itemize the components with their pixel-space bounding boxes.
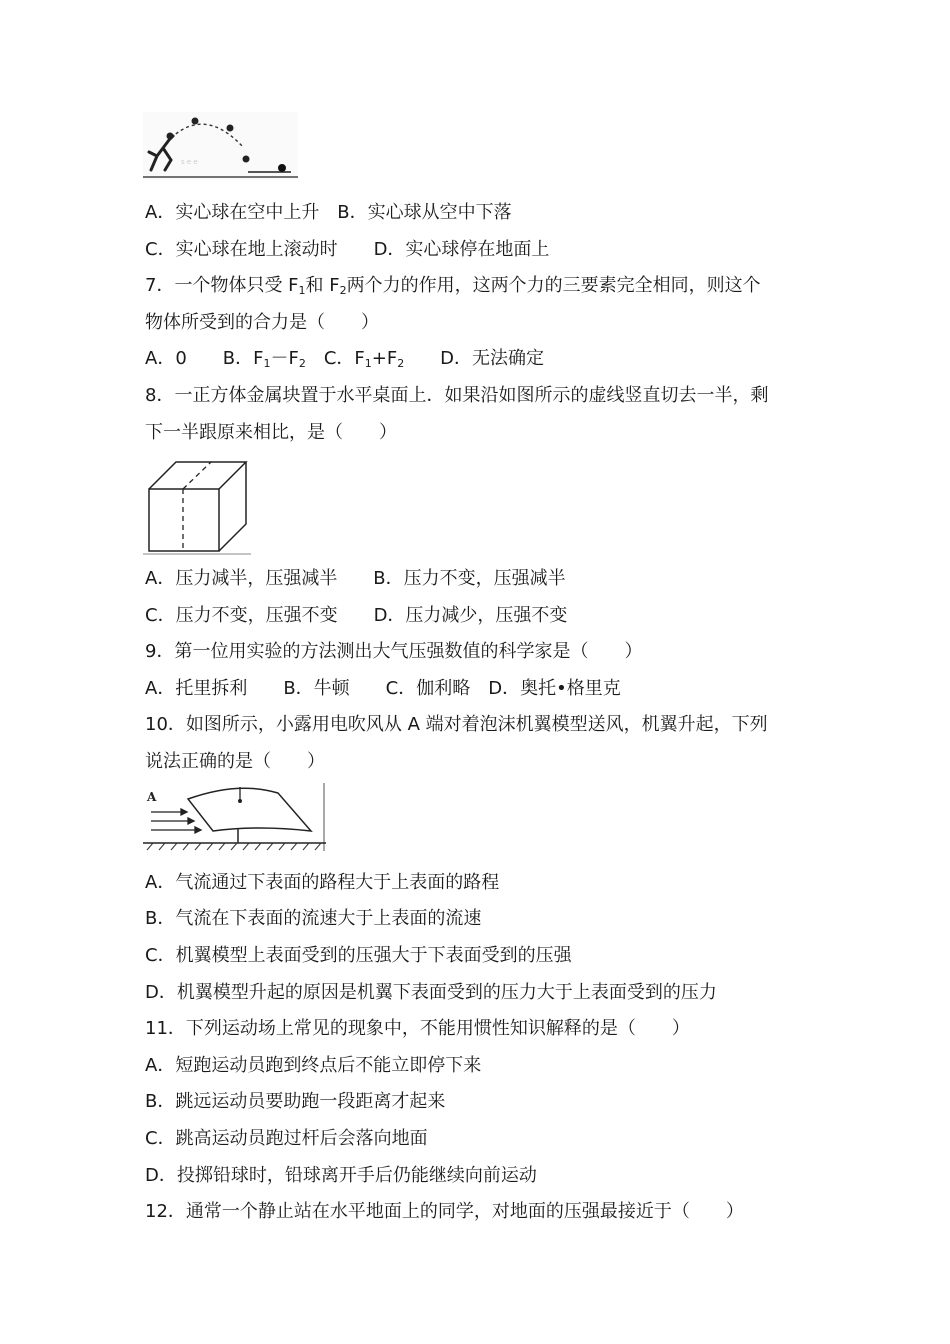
q8-option-row-2: C．压力不变，压强不变 D．压力减少，压强不变 — [145, 605, 568, 626]
q10-option-b: B．气流在下表面的流速大于上表面的流速 — [145, 908, 482, 929]
q10-option-d: D．机翼模型升起的原因是机翼下表面受到的压力大于上表面受到的压力 — [145, 982, 717, 1003]
q10-stem-line-2: 说法正确的是（ ） — [145, 751, 325, 772]
q8-stem-line-1: 8．一正方体金属块置于水平桌面上．如果沿如图所示的虚线竖直切去一半，剩 — [145, 385, 769, 406]
q9-stem: 9．第一位用实验的方法测出大气压强数值的科学家是（ ） — [145, 641, 643, 662]
q11-option-c: C．跳高运动员跑过杆后会落向地面 — [145, 1128, 428, 1149]
q7-stem-line-2: 物体所受到的合力是（ ） — [145, 312, 379, 333]
svg-text:s e e: s e e — [181, 158, 198, 166]
q7-stem-line-1: 7．一个物体只受 $F_1$和 $F_2$两个力的作用，这两个力的三要素完全相同，则这个 — [145, 275, 761, 297]
wing-end-label: A — [147, 790, 157, 804]
q8-stem-line-2: 下一半跟原来相比，是（ ） — [145, 422, 397, 443]
q7-options: A．0 B．$F_1-F_2$ C．$F_1+F_2$ D．无法确定 — [145, 348, 545, 370]
q10-option-c: C．机翼模型上表面受到的压强大于下表面受到的压强 — [145, 945, 572, 966]
q11-option-a: A．短跑运动员跑到终点后不能立即停下来 — [145, 1055, 482, 1076]
q9-options: A．托里拆利 B．牛顿 C．伽利略 D．奥托•格里克 — [145, 678, 621, 699]
q11-option-b: B．跳远运动员要助跑一段距离才起来 — [145, 1091, 446, 1112]
q11-option-d: D．投掷铅球时，铅球离开手后仍能继续向前运动 — [145, 1165, 537, 1186]
wing-figure — [143, 783, 326, 851]
q11-stem: 11．下列运动场上常见的现象中，不能用惯性知识解释的是（ ） — [145, 1018, 690, 1039]
shotput-figure — [143, 112, 298, 180]
q12-stem: 12．通常一个静止站在水平地面上的同学，对地面的压强最接近于（ ） — [145, 1201, 744, 1222]
q6-option-row-1: A．实心球在空中上升 B．实心球从空中下落 — [145, 202, 512, 223]
q8-option-row-1: A．压力减半，压强减半 B．压力不变，压强减半 — [145, 568, 566, 589]
q6-option-row-2: C．实心球在地上滚动时 D．实心球停在地面上 — [145, 239, 550, 260]
q10-stem-line-1: 10．如图所示，小露用电吹风从 A 端对着泡沫机翼模型送风，机翼升起，下列 — [145, 714, 768, 735]
q10-option-a: A．气流通过下表面的路程大于上表面的路程 — [145, 872, 500, 893]
cube-figure — [143, 457, 251, 557]
